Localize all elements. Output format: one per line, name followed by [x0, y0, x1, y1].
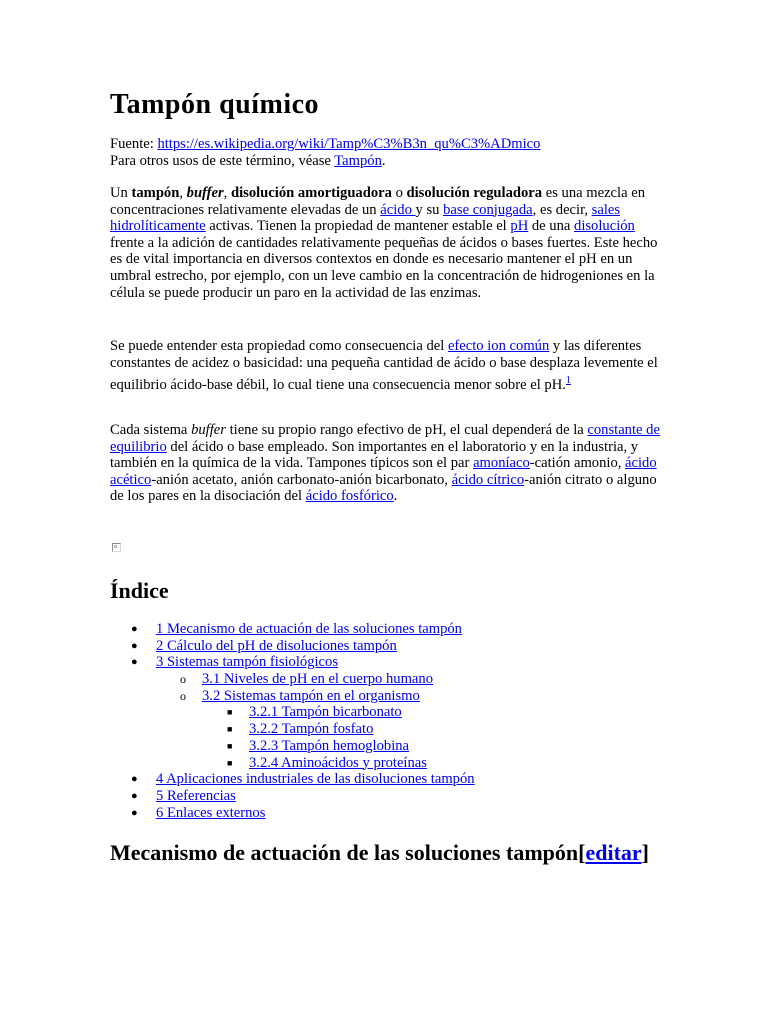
toc-item [110, 621, 670, 638]
paragraph-efecto-ion: Se puede entender esta propiedad como consecuencia del efecto ion común y las diferentes constantes de acidez o basicidad: una pequeña cantidad de ácido o base desplaza levemente el equilibrio ácido-base débil, lo cual tiene una consecuencia menor sobre el pH.$^1$ [110, 338, 658, 394]
toc-item [110, 805, 670, 822]
broken-image-icon [112, 543, 121, 552]
link-constante-equilibrio[interactable]: constante de equilibrio [110, 422, 660, 455]
bullet-icon: o [180, 688, 186, 703]
toc-link[interactable]: 3.2.1 Tampón bicarbonato [249, 704, 402, 721]
link-sales[interactable]: sales [591, 201, 621, 218]
bullet-icon: ■ [227, 707, 233, 718]
bullet-icon: ● [131, 773, 138, 786]
intro-paragraph: Un tampón, buffer, disolución amortiguadora o disolución reguladora es una mezcla en concentraciones relativamente elevadas de un ácido y su base conjugada, es decir, sales hidrolíticamente activas. Tienen la propiedad de mantener estable el pH de una disolución frente a la adición de cantidades relativamente pequeñas de ácidos o bases fuertes. Este hecho es de vital importancia en diversos contextos en donde es necesario mantener el pH en un umbral estrecho, por ejemplo, con un leve cambio en la concentración de hidrogeniones en la célula se puede producir un paro en la actividad de las enzimas. [110, 185, 658, 301]
toc-link[interactable]: 5 Referencias [156, 787, 236, 804]
bullet-icon: ● [131, 789, 138, 802]
toc-link[interactable]: 3.2.3 Tampón hemoglobina [249, 737, 410, 754]
term-reguladora: disolución reguladora [406, 185, 543, 201]
bullet-icon: ● [131, 806, 138, 819]
toc-item [110, 771, 670, 788]
toc-link[interactable]: 3.2.2 Tampón fosfato [249, 721, 374, 738]
toc-link[interactable]: 3 Sistemas tampón fisiológicos [156, 654, 339, 671]
link-acido-citrico[interactable]: ácido cítrico [451, 471, 525, 488]
toc-item [110, 721, 670, 738]
edit-section-link[interactable]: editar [585, 840, 642, 865]
link-acido[interactable]: ácido [380, 201, 416, 218]
link-disolucion[interactable]: disolución [574, 218, 635, 235]
reference-1-link[interactable]: 1 [565, 375, 571, 387]
toc-item [110, 638, 670, 655]
link-hidroliticamente[interactable]: hidrolíticamente [110, 218, 206, 235]
source-label: Fuente: [110, 136, 158, 152]
toc-item [110, 788, 670, 805]
section-title: Mecanismo de actuación de las soluciones tampón [110, 840, 579, 865]
toc-link[interactable]: 6 Enlaces externos [156, 804, 266, 821]
term-buffer-italic: buffer [191, 422, 226, 438]
source-block: Fuente: https://es.wikipedia.org/wiki/Tamp%C3%B3n_qu%C3%ADmico Para otros usos de este término, véase Tampón. [110, 136, 541, 169]
toc-item [110, 738, 670, 755]
toc-item [110, 688, 670, 705]
toc-item [110, 704, 670, 721]
term-buffer: buffer [186, 185, 224, 201]
toc-item [110, 654, 670, 671]
toc-link[interactable]: 1 Mecanismo de actuación de las soluciones tampón [156, 621, 462, 637]
toc-item [110, 755, 670, 772]
link-base-conjugada[interactable]: base conjugada [443, 201, 533, 218]
bullet-icon: ■ [227, 757, 233, 768]
bullet-icon: ■ [227, 724, 233, 735]
toc-link[interactable]: 3.2 Sistemas tampón en el organismo [202, 687, 420, 704]
bullet-icon: ● [131, 639, 138, 652]
toc-link[interactable]: 2 Cálculo del pH de disoluciones tampón [156, 637, 397, 654]
toc-link[interactable]: 3.1 Niveles de pH en el cuerpo humano [202, 671, 433, 688]
paragraph-sistemas: Cada sistema buffer tiene su propio rango efectivo de pH, el cual dependerá de la constante de equilibrio del ácido o base empleado. Son importantes en el laboratorio y en la industria, y también en la química de la vida. Tampones típicos son el par amoníaco-catión amonio, ácido acético-anión acetato, anión carbonato-anión bicarbonato, ácido cítrico-anión citrato o alguno de los pares en la disociación del ácido fosfórico. [110, 422, 660, 505]
toc-link[interactable]: 4 Aplicaciones industriales de las disoluciones tampón [156, 771, 475, 788]
link-ph[interactable]: pH [510, 218, 529, 235]
bullet-icon: o [180, 672, 186, 687]
bullet-icon: ● [131, 623, 138, 635]
term-tampon: tampón [131, 185, 180, 201]
link-efecto-ion-comun[interactable]: efecto ion común [447, 338, 550, 354]
bullet-icon: ● [131, 656, 138, 669]
link-amoniaco[interactable]: amoníaco [473, 455, 530, 472]
disambiguation-text: Para otros usos de este término, véase [110, 152, 335, 169]
section-heading-mecanismo: Mecanismo de actuación de las soluciones tampón[editar] [110, 840, 649, 865]
toc-link[interactable]: 3.2.4 Aminoácidos y proteínas [249, 754, 427, 771]
toc-item [110, 671, 670, 688]
term-amortiguadora: disolución amortiguadora [230, 185, 392, 201]
page-title: Tampón químico [110, 89, 320, 120]
source-url-link[interactable]: https://es.wikipedia.org/wiki/Tamp%C3%B3n_qu%C3%ADmico [157, 136, 541, 152]
table-of-contents [110, 621, 670, 821]
disambiguation-link[interactable]: Tampón [334, 152, 382, 169]
link-acido-acetico[interactable]: ácido acético [110, 455, 657, 488]
link-acido-fosforico[interactable]: ácido fosfórico [305, 488, 394, 505]
toc-heading: Índice [110, 578, 169, 603]
bullet-icon: ■ [227, 740, 233, 751]
